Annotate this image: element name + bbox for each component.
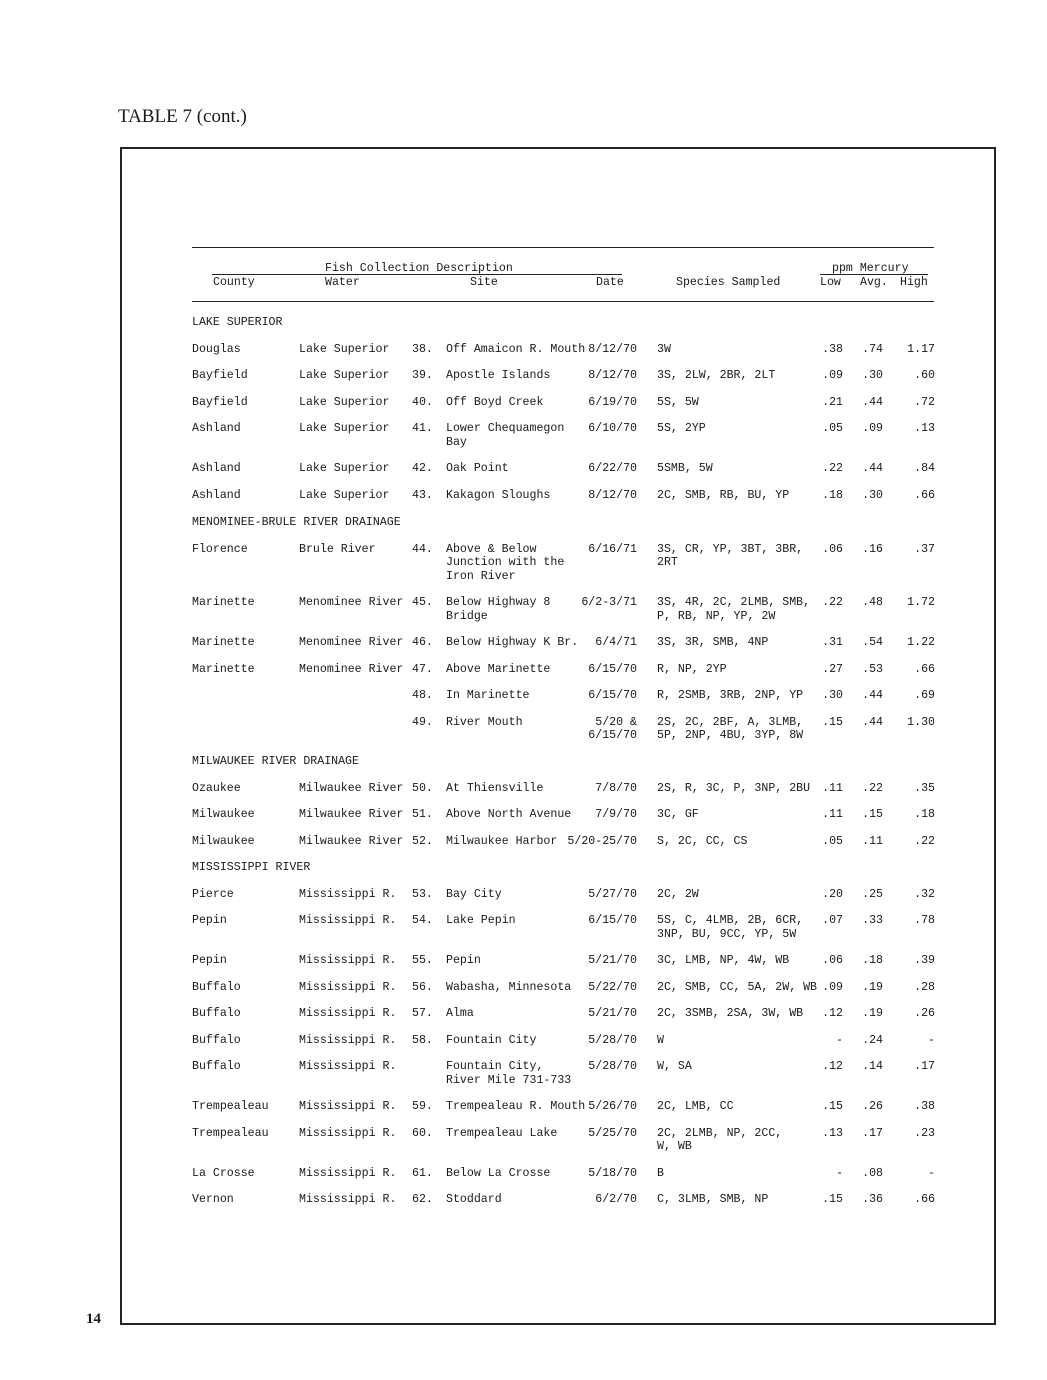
row-site: Junction with the (446, 556, 565, 569)
section-heading: LAKE SUPERIOR (192, 316, 283, 329)
row-site: Stoddard (446, 1193, 502, 1206)
row-site-number: 42. (412, 462, 433, 475)
row-high: .35 (914, 781, 935, 795)
row-site: Lower Chequamegon (446, 422, 565, 435)
row-low: .15 (822, 715, 843, 729)
row-site: Off Amaicon R. Mouth (446, 342, 586, 356)
row-date: 5/22/70 (588, 980, 637, 994)
row-site-number: 53. (412, 887, 433, 901)
row-county: Milwaukee (192, 834, 255, 848)
row-species: R, NP, 2YP (657, 662, 727, 676)
row-low: .15 (822, 1100, 843, 1113)
row-avg: .25 (862, 887, 883, 901)
row-date: 5/26/70 (588, 1100, 637, 1113)
row-date: 6/22/70 (588, 462, 637, 475)
row-avg: .22 (862, 781, 883, 795)
row-low: .06 (822, 542, 843, 556)
row-county: Trempealeau (192, 1100, 269, 1113)
row-date: 8/12/70 (588, 342, 637, 356)
column-header-avg: Avg. (860, 276, 888, 289)
row-high: .66 (914, 488, 935, 502)
row-date: 8/12/70 (588, 488, 637, 502)
row-county: Trempealeau (192, 1126, 269, 1140)
row-avg: .44 (862, 462, 883, 475)
row-water: Mississippi R. (299, 914, 397, 927)
row-date: 5/27/70 (588, 887, 637, 901)
row-avg: .26 (862, 1100, 883, 1113)
row-site-number: 49. (412, 715, 433, 729)
row-site: Alma (446, 1007, 474, 1020)
row-species: 2S, 2C, 2BF, A, 3LMB, (657, 715, 804, 729)
row-site-number: 51. (412, 808, 433, 821)
row-date: 7/8/70 (595, 781, 637, 795)
row-date: 6/15/70 (588, 689, 637, 702)
row-county: Ashland (192, 462, 241, 475)
section-heading: MISSISSIPPI RIVER (192, 861, 311, 874)
row-low: .13 (822, 1126, 843, 1140)
group-header-ppm-mercury: ppm Mercury (832, 262, 909, 275)
row-water: Lake Superior (299, 462, 390, 475)
row-species: 5S, C, 4LMB, 2B, 6CR, (657, 914, 804, 927)
row-county: Buffalo (192, 1060, 241, 1073)
row-site: Bay City (446, 887, 502, 901)
row-low: .06 (822, 954, 843, 967)
row-species: P, RB, NP, YP, 2W (657, 609, 776, 623)
row-avg: .18 (862, 954, 883, 967)
row-avg: .15 (862, 808, 883, 821)
row-low: .12 (822, 1007, 843, 1020)
row-site-number: 62. (412, 1193, 433, 1206)
row-species: R, 2SMB, 3RB, 2NP, YP (657, 689, 804, 702)
row-date: 5/21/70 (588, 954, 637, 967)
row-low: .27 (822, 662, 843, 676)
row-site-number: 48. (412, 689, 433, 702)
row-low: - (836, 1033, 843, 1047)
row-county: La Crosse (192, 1166, 255, 1180)
section-heading: MENOMINEE-BRULE RIVER DRAINAGE (192, 516, 401, 529)
row-low: .31 (822, 636, 843, 649)
row-avg: .16 (862, 542, 883, 556)
row-species: 5P, 2NP, 4BU, 3YP, 8W (657, 729, 804, 742)
row-high: .39 (914, 954, 935, 967)
row-date: 7/9/70 (595, 808, 637, 821)
row-date: 6/2/70 (595, 1193, 637, 1206)
row-avg: .30 (862, 369, 883, 382)
row-date: 6/10/70 (588, 422, 637, 435)
row-county: Ashland (192, 488, 241, 502)
row-avg: .09 (862, 422, 883, 435)
row-site: Milwaukee Harbor (446, 834, 558, 848)
row-low: .22 (822, 462, 843, 475)
row-avg: .53 (862, 662, 883, 676)
row-species: 3C, LMB, NP, 4W, WB (657, 954, 790, 967)
row-date: 8/12/70 (588, 369, 637, 382)
row-site: Fountain City (446, 1033, 537, 1047)
row-site: Pepin (446, 954, 481, 967)
row-avg: .44 (862, 715, 883, 729)
row-avg: .19 (862, 1007, 883, 1020)
row-species: 2S, R, 3C, P, 3NP, 2BU (657, 781, 811, 795)
row-water: Mississippi R. (299, 980, 397, 994)
row-water: Menominee River (299, 636, 404, 649)
row-site: Wabasha, Minnesota (446, 980, 572, 994)
column-header-rule (192, 301, 934, 302)
row-water: Milwaukee River (299, 834, 404, 848)
row-county: Vernon (192, 1193, 234, 1206)
row-site: Apostle Islands (446, 369, 551, 382)
column-header-water: Water (325, 276, 360, 289)
row-water: Mississippi R. (299, 1100, 397, 1113)
row-species: 3C, GF (657, 808, 699, 821)
row-date: 6/16/71 (588, 542, 637, 556)
row-high: .66 (914, 1193, 935, 1206)
row-avg: .44 (862, 689, 883, 702)
page-number: 14 (86, 1311, 101, 1327)
row-low: .21 (822, 395, 843, 409)
row-water: Lake Superior (299, 342, 390, 356)
table-top-rule (192, 247, 934, 248)
row-county: Buffalo (192, 980, 241, 994)
row-avg: .48 (862, 596, 883, 609)
row-high: .13 (914, 422, 935, 435)
row-site-number: 57. (412, 1007, 433, 1020)
row-water: Menominee River (299, 596, 404, 609)
row-county: Marinette (192, 596, 255, 609)
row-water: Mississippi R. (299, 1193, 397, 1206)
row-avg: .36 (862, 1193, 883, 1206)
row-date: 6/15/70 (588, 729, 637, 742)
row-site-number: 39. (412, 369, 433, 382)
row-high: .78 (914, 914, 935, 927)
row-high: .37 (914, 542, 935, 556)
row-site: Bridge (446, 609, 488, 623)
row-species: 2C, 2W (657, 887, 699, 901)
row-site-number: 52. (412, 834, 433, 848)
row-low: .05 (822, 422, 843, 435)
column-header-site: Site (470, 276, 498, 289)
row-avg: .33 (862, 914, 883, 927)
row-county: Pepin (192, 954, 227, 967)
row-site-number: 40. (412, 395, 433, 409)
row-county: Ashland (192, 422, 241, 435)
row-low: .12 (822, 1060, 843, 1073)
group-header-fish-collection: Fish Collection Description (325, 262, 513, 275)
row-site: Below Highway 8 (446, 596, 551, 609)
row-low: .18 (822, 488, 843, 502)
row-water: Mississippi R. (299, 887, 397, 901)
row-avg: .30 (862, 488, 883, 502)
row-high: .72 (914, 395, 935, 409)
row-county: Marinette (192, 662, 255, 676)
row-site-number: 43. (412, 488, 433, 502)
row-species: 3W (657, 342, 671, 356)
row-date: 6/15/70 (588, 914, 637, 927)
row-avg: .11 (862, 834, 883, 848)
row-low: .15 (822, 1193, 843, 1206)
row-high: 1.30 (907, 715, 935, 729)
row-high: .28 (914, 980, 935, 994)
row-high: 1.17 (907, 342, 935, 356)
row-low: .11 (822, 808, 843, 821)
row-date: 5/21/70 (588, 1007, 637, 1020)
column-header-species: Species Sampled (676, 276, 781, 289)
row-site-number: 60. (412, 1126, 433, 1140)
row-low: .11 (822, 781, 843, 795)
row-avg: .24 (862, 1033, 883, 1047)
row-species: 3S, CR, YP, 3BT, 3BR, (657, 542, 804, 556)
row-site: Above Marinette (446, 662, 551, 676)
row-date: 6/4/71 (595, 636, 637, 649)
row-water: Milwaukee River (299, 808, 404, 821)
row-county: Pierce (192, 887, 234, 901)
row-county: Marinette (192, 636, 255, 649)
row-low: .38 (822, 342, 843, 356)
row-county: Bayfield (192, 395, 248, 409)
row-site: River Mile 731-733 (446, 1073, 572, 1087)
row-low: .30 (822, 689, 843, 702)
row-high: .66 (914, 662, 935, 676)
row-avg: .54 (862, 636, 883, 649)
row-high: .32 (914, 887, 935, 901)
row-water: Lake Superior (299, 488, 390, 502)
row-county: Douglas (192, 342, 241, 356)
row-low: .20 (822, 887, 843, 901)
row-site-number: 47. (412, 662, 433, 676)
row-water: Lake Superior (299, 395, 390, 409)
row-county: Ozaukee (192, 781, 241, 795)
row-species: 3S, 2LW, 2BR, 2LT (657, 369, 776, 382)
row-avg: .14 (862, 1060, 883, 1073)
row-species: W, WB (657, 1140, 692, 1153)
row-high: .38 (914, 1100, 935, 1113)
row-avg: .08 (862, 1166, 883, 1180)
row-site: Above North Avenue (446, 808, 572, 821)
row-species: 2C, SMB, CC, 5A, 2W, WB (657, 980, 818, 994)
row-site-number: 46. (412, 636, 433, 649)
row-site-number: 59. (412, 1100, 433, 1113)
row-site-number: 50. (412, 781, 433, 795)
row-date: 6/15/70 (588, 662, 637, 676)
row-high: .18 (914, 808, 935, 821)
row-water: Mississippi R. (299, 1166, 397, 1180)
row-low: .22 (822, 596, 843, 609)
row-low: .09 (822, 980, 843, 994)
row-site-number: 55. (412, 954, 433, 967)
row-site-number: 54. (412, 914, 433, 927)
row-site: Off Boyd Creek (446, 395, 544, 409)
column-header-low: Low (820, 276, 841, 289)
row-date: 5/20-25/70 (567, 834, 637, 848)
row-site: Lake Pepin (446, 914, 516, 927)
row-site: Trempealeau R. Mouth (446, 1100, 586, 1113)
row-water: Menominee River (299, 662, 404, 676)
row-species: S, 2C, CC, CS (657, 834, 748, 848)
row-species: 5SMB, 5W (657, 462, 713, 475)
row-species: 3NP, BU, 9CC, YP, 5W (657, 927, 797, 941)
row-high: - (928, 1033, 935, 1047)
row-site: Iron River (446, 569, 516, 583)
row-date: 5/28/70 (588, 1060, 637, 1073)
row-site: Below Highway K Br. (446, 636, 579, 649)
row-water: Milwaukee River (299, 781, 404, 795)
row-site-number: 56. (412, 980, 433, 994)
row-high: .26 (914, 1007, 935, 1020)
row-high: 1.22 (907, 636, 935, 649)
row-date: 6/2-3/71 (581, 596, 637, 609)
row-water: Mississippi R. (299, 1126, 397, 1140)
row-low: .09 (822, 369, 843, 382)
row-species: 3S, 3R, SMB, 4NP (657, 636, 769, 649)
row-site: Bay (446, 435, 467, 449)
row-site-number: 38. (412, 342, 433, 356)
row-site: Kakagon Sloughs (446, 488, 551, 502)
row-site: Below La Crosse (446, 1166, 551, 1180)
row-high: 1.72 (907, 596, 935, 609)
row-water: Lake Superior (299, 369, 390, 382)
row-species: B (657, 1166, 664, 1180)
row-low: .07 (822, 914, 843, 927)
row-date: 5/28/70 (588, 1033, 637, 1047)
row-site: Above & Below (446, 542, 537, 556)
row-county: Pepin (192, 914, 227, 927)
row-site-number: 45. (412, 596, 433, 609)
row-avg: .17 (862, 1126, 883, 1140)
column-header-high: High (900, 276, 928, 289)
row-avg: .19 (862, 980, 883, 994)
row-high: .17 (914, 1060, 935, 1073)
row-low: .05 (822, 834, 843, 848)
row-avg: .44 (862, 395, 883, 409)
row-date: 5/20 & (595, 715, 637, 729)
row-county: Milwaukee (192, 808, 255, 821)
row-water: Lake Superior (299, 422, 390, 435)
row-water: Mississippi R. (299, 954, 397, 967)
column-header-date: Date (596, 276, 624, 289)
page-title: TABLE 7 (cont.) (118, 106, 247, 127)
row-water: Brule River (299, 542, 376, 556)
row-high: - (928, 1166, 935, 1180)
row-county: Buffalo (192, 1033, 241, 1047)
row-county: Florence (192, 542, 248, 556)
row-species: 5S, 5W (657, 395, 699, 409)
row-water: Mississippi R. (299, 1033, 397, 1047)
column-header-county: County (213, 276, 255, 289)
row-low: - (836, 1166, 843, 1180)
row-site: At Thiensville (446, 781, 544, 795)
row-date: 5/25/70 (588, 1126, 637, 1140)
row-water: Mississippi R. (299, 1060, 397, 1073)
row-site: Trempealeau Lake (446, 1126, 558, 1140)
row-site-number: 41. (412, 422, 433, 435)
row-species: 3S, 4R, 2C, 2LMB, SMB, (657, 596, 811, 609)
row-species: W (657, 1033, 664, 1047)
row-site-number: 58. (412, 1033, 433, 1047)
row-county: Bayfield (192, 369, 248, 382)
row-species: C, 3LMB, SMB, NP (657, 1193, 769, 1206)
row-species: W, SA (657, 1060, 692, 1073)
row-species: 2C, SMB, RB, BU, YP (657, 488, 790, 502)
row-species: 2RT (657, 556, 678, 569)
row-high: .60 (914, 369, 935, 382)
row-species: 2C, 2LMB, NP, 2CC, (657, 1126, 783, 1140)
row-high: .23 (914, 1126, 935, 1140)
row-site-number: 61. (412, 1166, 433, 1180)
row-high: .22 (914, 834, 935, 848)
row-high: .84 (914, 462, 935, 475)
row-site: Oak Point (446, 462, 509, 475)
row-species: 2C, 3SMB, 2SA, 3W, WB (657, 1007, 804, 1020)
row-species: 2C, LMB, CC (657, 1100, 734, 1113)
row-species: 5S, 2YP (657, 422, 706, 435)
row-date: 5/18/70 (588, 1166, 637, 1180)
row-county: Buffalo (192, 1007, 241, 1020)
row-site: River Mouth (446, 715, 523, 729)
section-heading: MILWAUKEE RIVER DRAINAGE (192, 755, 359, 768)
row-high: .69 (914, 689, 935, 702)
row-date: 6/19/70 (588, 395, 637, 409)
row-site: Fountain City, (446, 1060, 544, 1073)
row-avg: .74 (862, 342, 883, 356)
row-site-number: 44. (412, 542, 433, 556)
row-water: Mississippi R. (299, 1007, 397, 1020)
row-site: In Marinette (446, 689, 530, 702)
